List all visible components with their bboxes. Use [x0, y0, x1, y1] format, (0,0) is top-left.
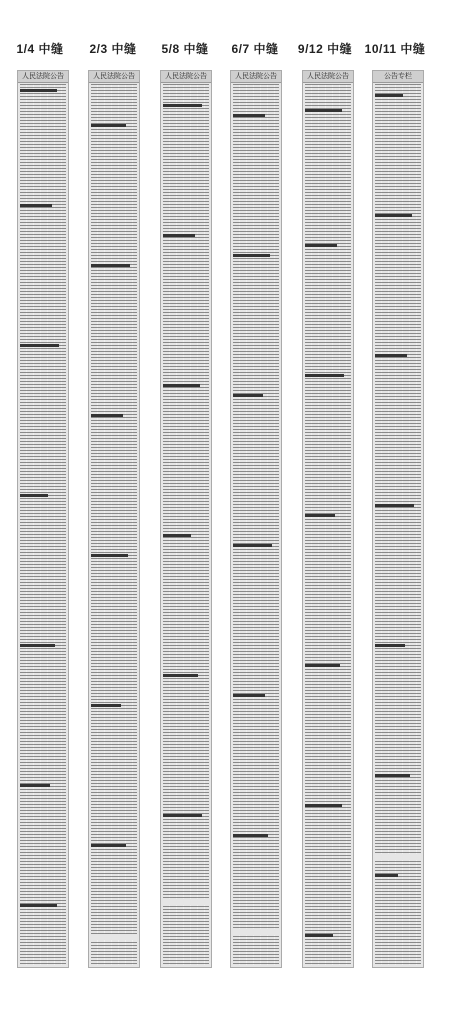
strip-title: 人民法院公告 — [303, 71, 353, 83]
strip-text-block — [20, 84, 66, 965]
strip-text-block — [233, 84, 279, 965]
strip-title: 公告专栏 — [373, 71, 423, 83]
newspaper-strip-6 — [372, 70, 424, 968]
column-label-4: 6/7 中缝 — [231, 42, 279, 56]
strip-text-block — [305, 84, 351, 965]
column-label-3: 5/8 中缝 — [161, 42, 209, 56]
strip-title: 人民法院公告 — [161, 71, 211, 83]
strip-text-block — [91, 84, 137, 965]
strip-title: 人民法院公告 — [18, 71, 68, 83]
column-label-1: 1/4 中缝 — [16, 42, 64, 56]
newspaper-strip-3 — [160, 70, 212, 968]
newspaper-strip-2 — [88, 70, 140, 968]
newspaper-strip-4 — [230, 70, 282, 968]
strip-text-block — [163, 84, 209, 965]
column-label-2: 2/3 中缝 — [89, 42, 137, 56]
strip-title: 人民法院公告 — [89, 71, 139, 83]
newspaper-strip-5 — [302, 70, 354, 968]
strip-text-block — [375, 84, 421, 965]
column-label-5: 9/12 中缝 — [297, 42, 353, 56]
column-label-6: 10/11 中缝 — [364, 42, 426, 56]
newspaper-strip-1 — [17, 70, 69, 968]
strip-title: 人民法院公告 — [231, 71, 281, 83]
